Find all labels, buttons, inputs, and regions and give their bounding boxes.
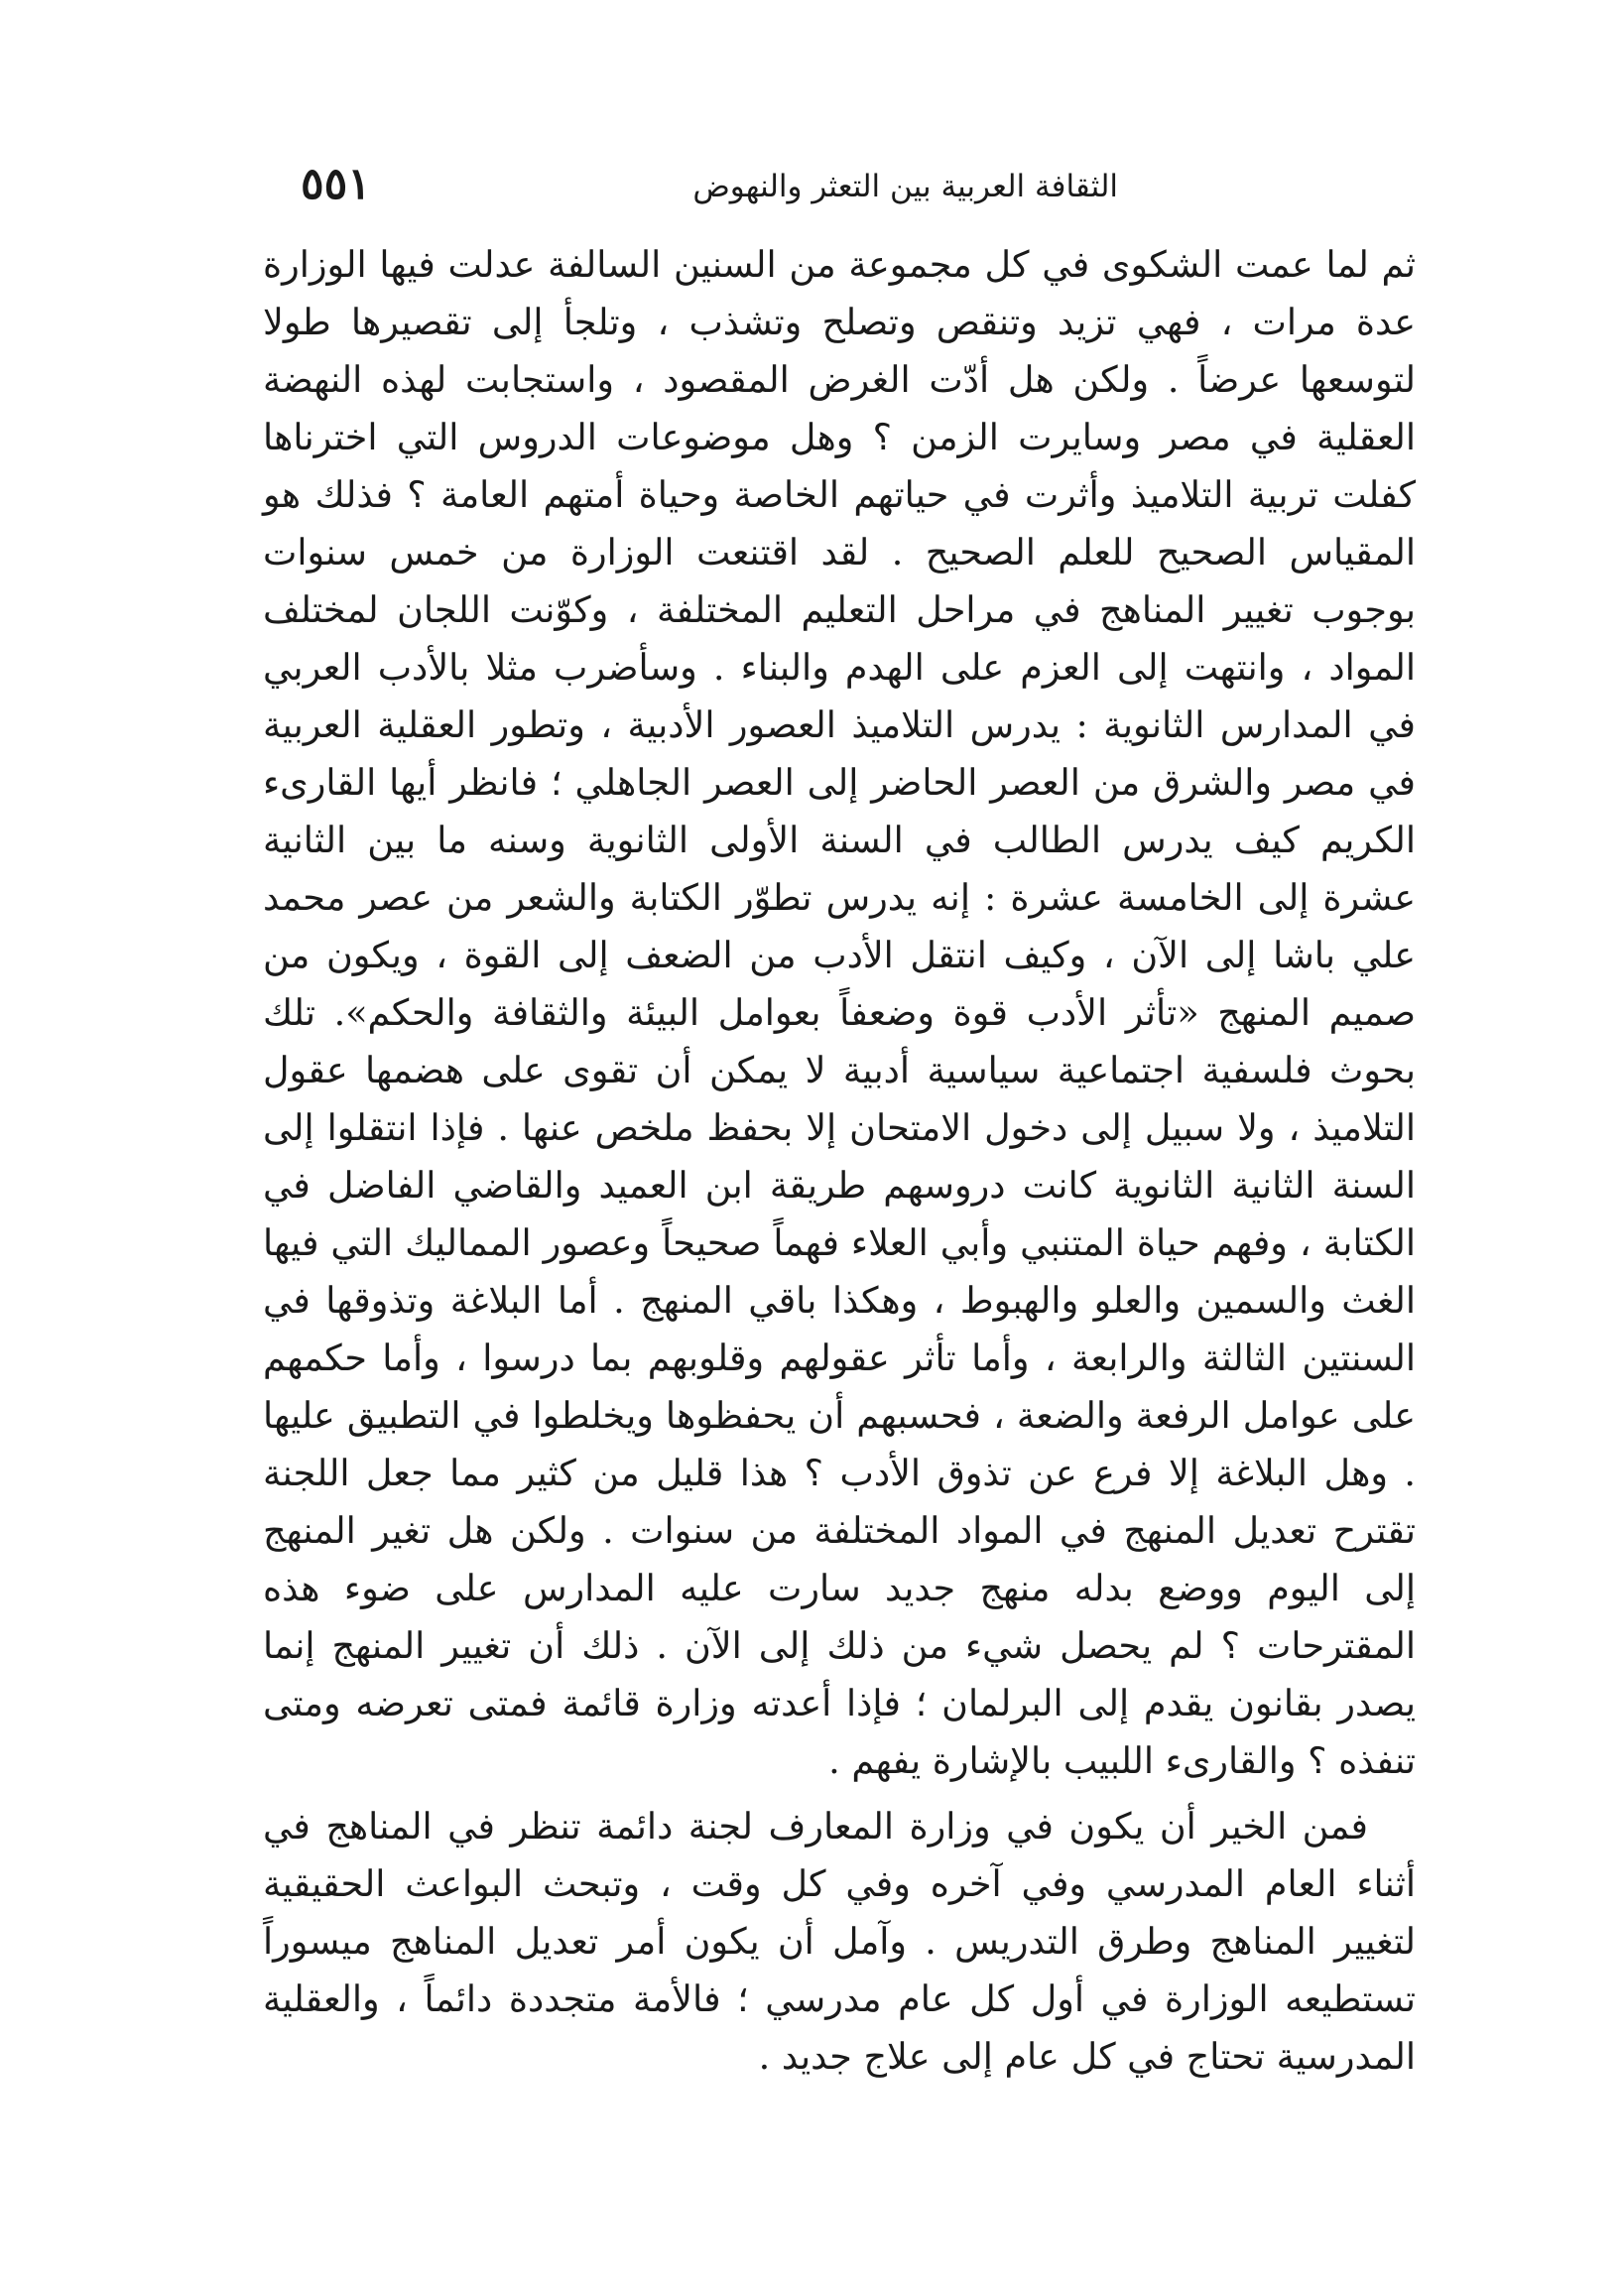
page-header bbox=[263, 159, 1416, 218]
running-title: الثقافة العربية بين التعثر والنهوض bbox=[692, 169, 1118, 204]
body-text bbox=[263, 236, 1416, 2086]
paragraph: ثم لما عمت الشكوى في كل مجموعة من السنين السالفة عدلت فيها الوزارة عدة مرات ، فهي تزيد وتنقص وتصلح وتشذب ، وتلجأ إلى تقصيرها طولا لتوسعها عرضاً . ولكن هل أدّت الغرض المقصود ، واستجابت لهذه النهضة العقلية في مصر وسايرت الزمن ؟ وهل موضوعات الدروس التي اخترناها كفلت تربية التلاميذ وأثرت في حياتهم الخاصة وحياة أمتهم العامة ؟ فذلك هو المقياس الصحيح للعلم الصحيح . لقد اقتنعت الوزارة من خمس سنوات بوجوب تغيير المناهج في مراحل التعليم المختلفة ، وكوّنت اللجان لمختلف المواد ، وانتهت إلى العزم على الهدم والبناء . وسأضرب مثلا بالأدب العربي في المدارس الثانوية : يدرس التلاميذ العصور الأدبية ، وتطور العقلية العربية في مصر والشرق من العصر الحاضر إلى العصر الجاهلي ؛ فانظر أيها القارىء الكريم كيف يدرس الطالب في السنة الأولى الثانوية وسنه ما بين الثانية عشرة إلى الخامسة عشرة : إنه يدرس تطوّر الكتابة والشعر من عصر محمد علي باشا إلى الآن ، وكيف انتقل الأدب من الضعف إلى القوة ، ويكون من صميم المنهج «تأثر الأدب قوة وضعفاً بعوامل البيئة والثقافة والحكم». تلك بحوث فلسفية اجتماعية سياسية أدبية لا يمكن أن تقوى على هضمها عقول التلاميذ ، ولا سبيل إلى دخول الامتحان إلا بحفظ ملخص عنها . فإذا انتقلوا إلى السنة الثانية الثانوية كانت دروسهم طريقة ابن العميد والقاضي الفاضل في الكتابة ، وفهم حياة المتنبي وأبي العلاء فهماً صحيحاً وعصور المماليك التي فيها الغث والسمين والعلو والهبوط ، وهكذا باقي المنهج . أما البلاغة وتذوقها في السنتين الثالثة والرابعة ، وأما تأثر عقولهم وقلوبهم بما درسوا ، وأما حكمهم على عوامل الرفعة والضعة ، فحسبهم أن يحفظوها ويخلطوا في التطبيق عليها . وهل البلاغة إلا فرع عن تذوق الأدب ؟ هذا قليل من كثير مما جعل اللجنة تقترح تعديل المنهج في المواد المختلفة من سنوات . ولكن هل تغير المنهج إلى اليوم ووضع بدله منهج جديد سارت عليه المدارس على ضوء هذه المقترحات ؟ لم يحصل شيء من ذلك إلى الآن . ذلك أن تغيير المنهج إنما يصدر بقانون يقدم إلى البرلمان ؛ فإذا أعدته وزارة قائمة فمتى تعرضه ومتى تنفذه ؟ والقارىء اللبيب بالإشارة يفهم . bbox=[263, 243, 1416, 1782]
page-number: ٥٥١ bbox=[301, 159, 371, 209]
paragraph: فمن الخير أن يكون في وزارة المعارف لجنة دائمة تنظر في المناهج في أثناء العام المدرسي وفي آخره وفي كل وقت ، وتبحث البواعث الحقيقية لتغيير المناهج وطرق التدريس . وآمل أن يكون أمر تعديل المناهج ميسوراً تستطيعه الوزارة في أول كل عام مدرسي ؛ فالأمة متجددة دائماً ، والعقلية المدرسية تحتاج في كل عام إلى علاج جديد . bbox=[263, 1805, 1416, 2078]
